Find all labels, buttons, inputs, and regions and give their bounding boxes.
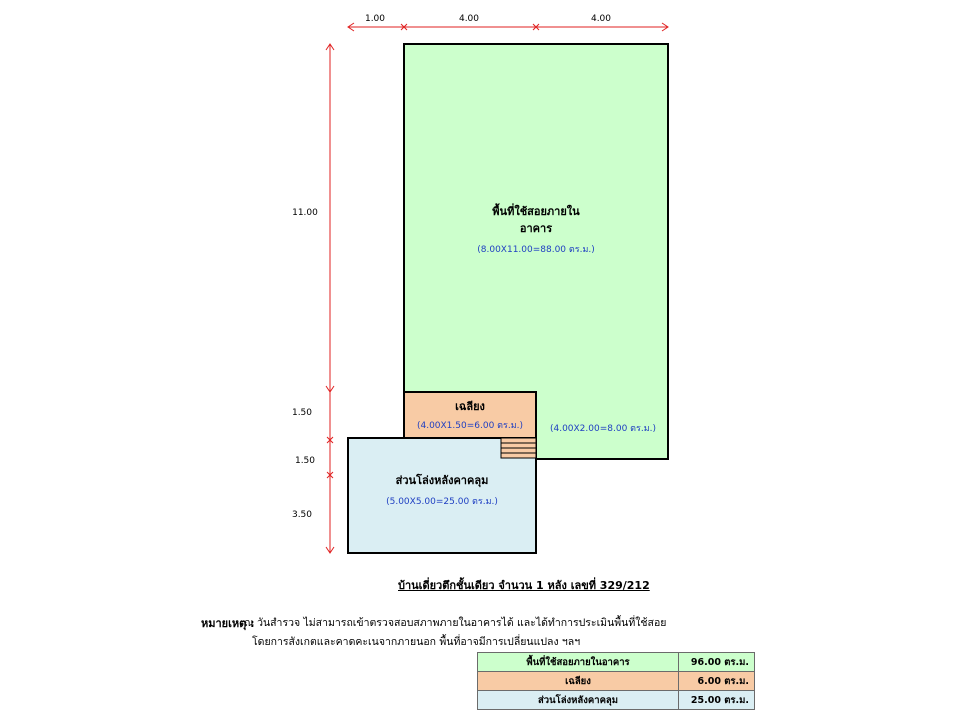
- dim-top-3: 4.00: [590, 14, 612, 24]
- area-summary-table: [477, 652, 755, 710]
- porch-area: [404, 392, 536, 438]
- dim-left-3: 1.50: [294, 456, 316, 466]
- steps: [501, 438, 536, 458]
- yard-calc: (5.00X5.00=25.00 ตร.ม.): [386, 497, 498, 507]
- dim-left-1: 11.00: [292, 208, 318, 218]
- summary-value: 96.00 ตร.ม.: [679, 653, 755, 672]
- porch-calc: (4.00X1.50=6.00 ตร.ม.): [416, 421, 524, 431]
- table-row: [478, 672, 755, 691]
- summary-label: พื้นที่ใช้สอยภายในอาคาร: [478, 653, 679, 672]
- summary-label: เฉลียง: [478, 672, 679, 691]
- table-row: [478, 653, 755, 672]
- top-dimension: [348, 14, 668, 31]
- dim-top-2: 4.00: [458, 14, 480, 24]
- interior-title-line2: อาคาร: [519, 222, 553, 235]
- dim-left-4: 3.50: [291, 510, 313, 520]
- porch-title: เฉลียง: [455, 400, 485, 413]
- dim-left-2: 1.50: [291, 408, 313, 418]
- summary-value: 6.00 ตร.ม.: [679, 672, 755, 691]
- summary-value: 25.00 ตร.ม.: [679, 691, 755, 710]
- interior-extra-calc: (4.00X2.00=8.00 ตร.ม.): [549, 424, 657, 434]
- interior-title-line1: พื้นที่ใช้สอยภายใน: [492, 205, 580, 218]
- note-line-2: โดยการสังเกตและคาดคะเนจากภายนอก พื้นที่อาจมีการเปลี่ยนแปลง ฯลฯ: [252, 636, 581, 648]
- interior-calc: (8.00X11.00=88.00 ตร.ม.): [477, 245, 595, 255]
- summary-label: ส่วนโล่งหลังคาคลุม: [478, 691, 679, 710]
- note-label: หมายเหตุ :: [201, 617, 255, 630]
- note-line-1: ณ วันสำรวจ ไม่สามารถเข้าตรวจสอบสภาพภายในอาคารได้ และได้ทำการประเมินพื้นที่ใช้สอย: [244, 617, 667, 629]
- table-row: [478, 691, 755, 710]
- yard-title: ส่วนโล่งหลังคาคลุม: [395, 474, 489, 487]
- house-caption: บ้านเดี่ยวตึกชั้นเดียว จำนวน 1 หลัง เลขที่ 329/212: [398, 579, 650, 592]
- dim-top-1: 1.00: [364, 14, 386, 24]
- left-dimension: [292, 44, 334, 553]
